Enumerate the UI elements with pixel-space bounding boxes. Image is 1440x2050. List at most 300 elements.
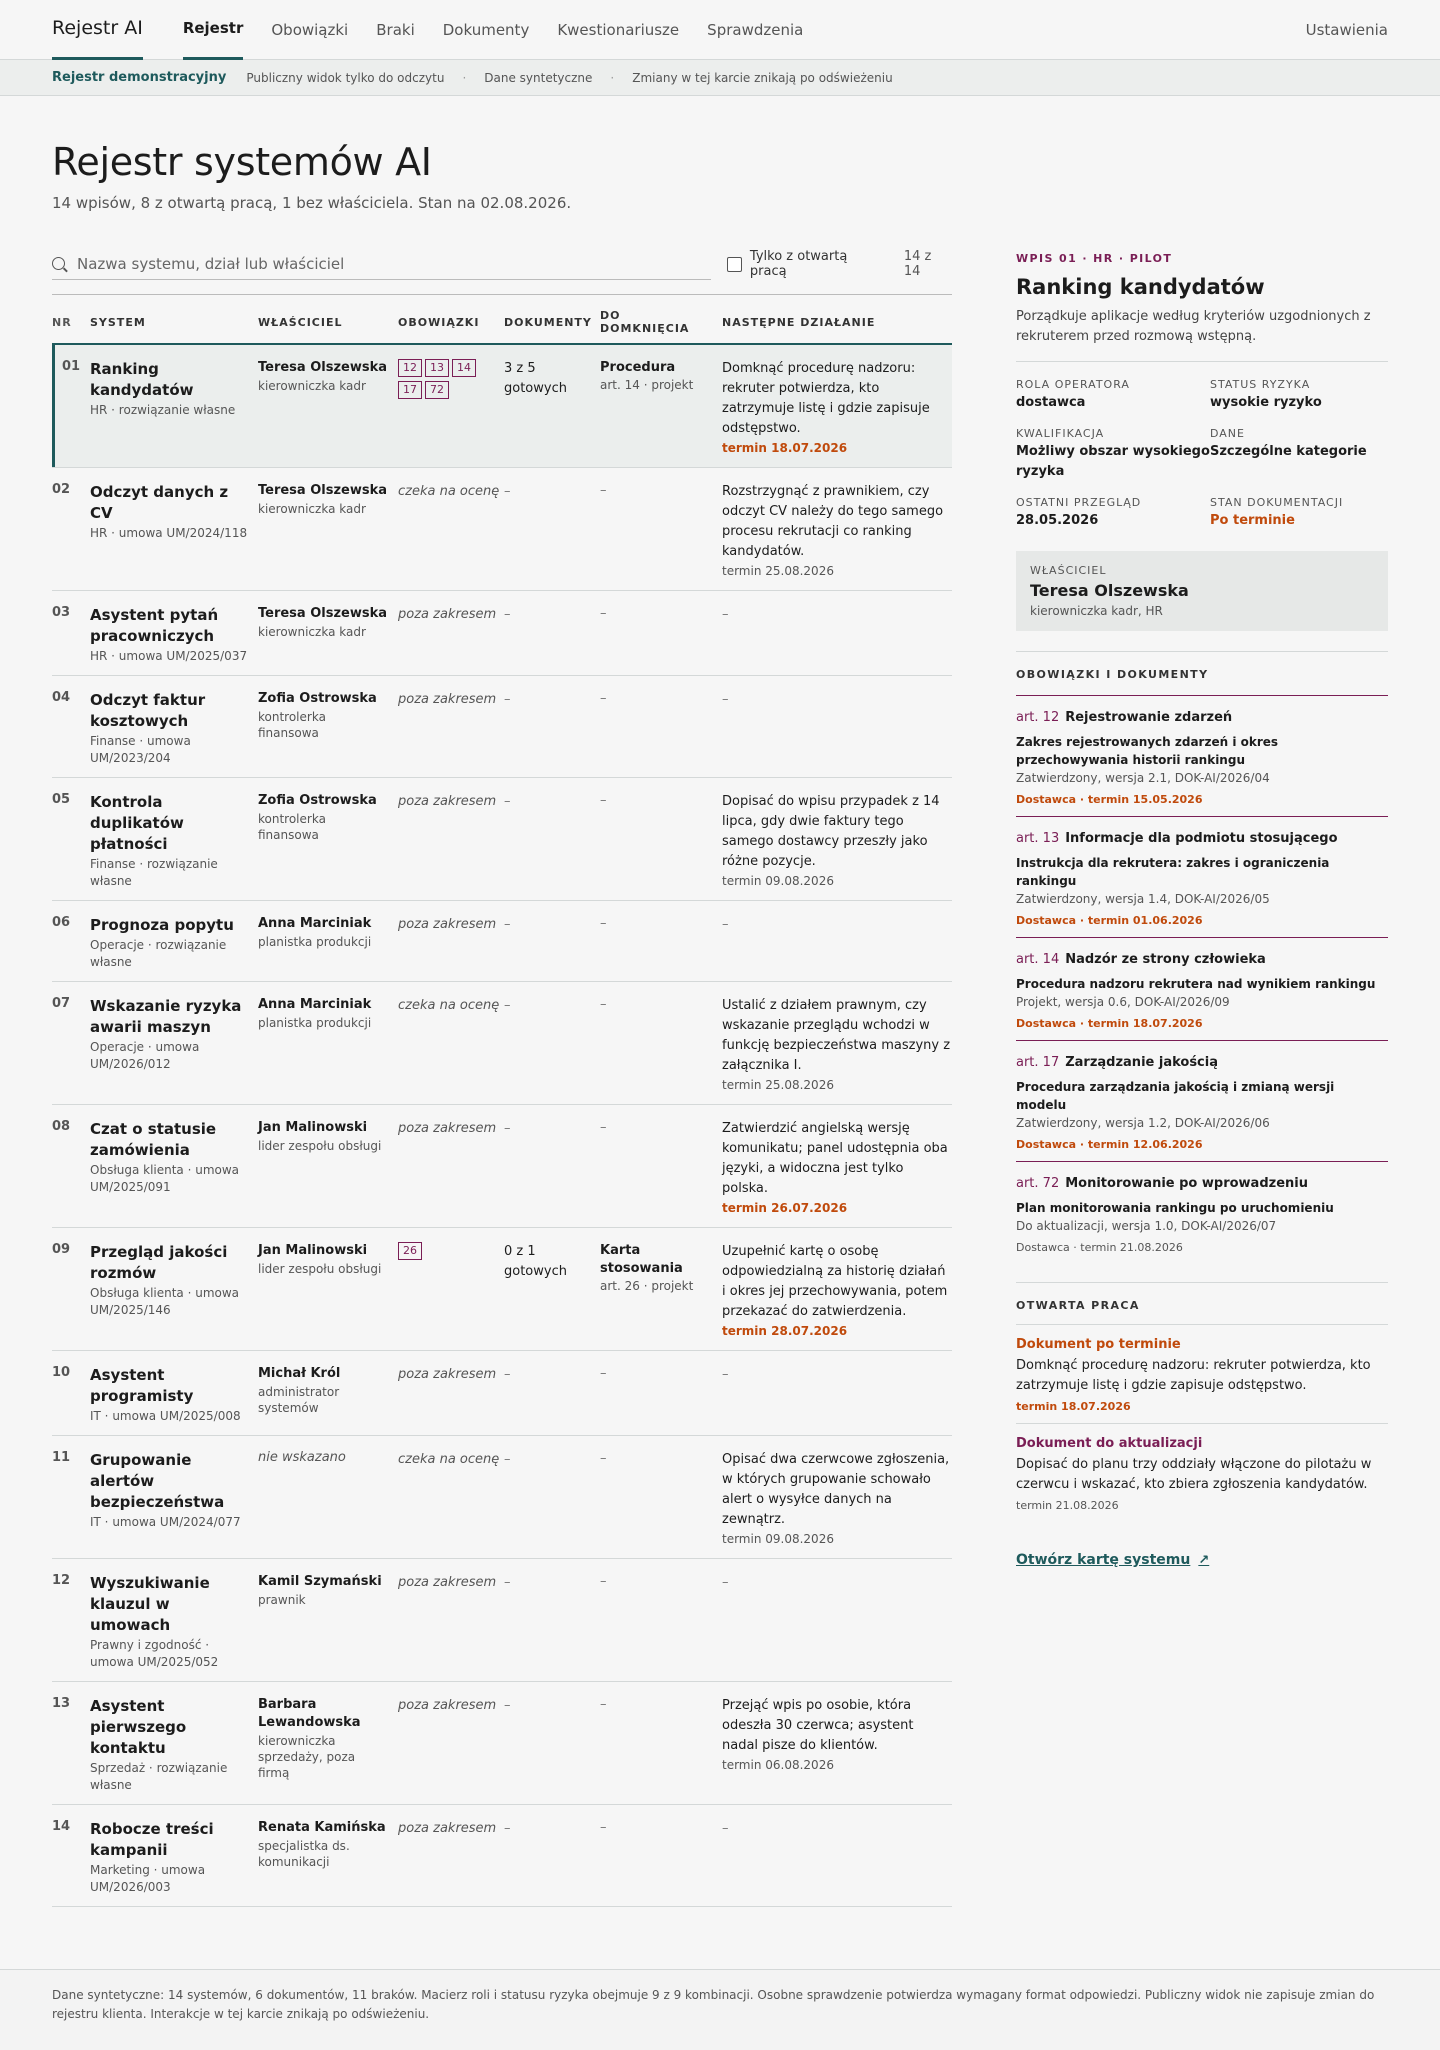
obligation-status: poza zakresem — [398, 1121, 497, 1136]
owner-cell — [258, 1559, 398, 1682]
obligations-cell — [398, 778, 504, 901]
systems-table — [52, 294, 952, 1907]
system-name[interactable]: Ranking kandydatów — [90, 360, 194, 399]
next-action: – — [722, 917, 729, 932]
document-title: Plan monitorowania rankingu po uruchomieniu — [1016, 1201, 1334, 1215]
action-deadline: termin 18.07.2026 — [722, 441, 848, 455]
documents-value: – — [504, 1698, 511, 1713]
attribute-label: STAN DOKUMENTACJI — [1210, 496, 1344, 509]
next-action-cell — [722, 344, 952, 468]
open-work-checkbox[interactable] — [727, 257, 742, 272]
open-work-item[interactable] — [1016, 1325, 1388, 1424]
action-deadline: termin 09.08.2026 — [722, 874, 834, 888]
row-number: 01 — [52, 344, 90, 468]
separator: · — [462, 70, 467, 85]
column-header: NASTĘPNE DZIAŁANIE — [722, 295, 952, 345]
system-name[interactable]: Przegląd jakości rozmów — [90, 1243, 228, 1282]
column-header: SYSTEM — [90, 295, 258, 345]
table-row[interactable] — [52, 1682, 952, 1805]
due-cell — [600, 591, 722, 676]
open-work-item[interactable] — [1016, 1424, 1388, 1522]
demo-note: Zmiany w tej karcie znikają po odświeżeniu — [632, 70, 893, 85]
article-tag[interactable]: 17 — [398, 381, 422, 399]
document-title: Zakres rejestrowanych zdarzeń i okres przechowywania historii rankingu — [1016, 735, 1279, 767]
next-action: Ustalić z działem prawnym, czy wskazanie przeglądu wchodzi w funkcję bezpieczeństwa maszyny z załącznika I. — [722, 998, 951, 1073]
table-row[interactable] — [52, 1436, 952, 1559]
attribute-label: KWALIFIKACJA — [1016, 427, 1105, 440]
nav-item-braki[interactable]: Braki — [376, 20, 415, 39]
nav-item-obowiazki[interactable]: Obowiązki — [271, 20, 349, 39]
article-tag[interactable]: 12 — [398, 359, 422, 377]
obligations-cell — [398, 1228, 504, 1351]
system-name[interactable]: Wyszukiwanie klauzul w umowach — [90, 1574, 210, 1634]
owner-name: Michał Król — [258, 1366, 341, 1381]
documents-cell — [504, 901, 600, 982]
owner-role: planistka produkcji — [258, 1016, 372, 1030]
document-version: Zatwierdzony, wersja 1.4, DOK-AI/2026/05 — [1016, 892, 1270, 906]
due-cell — [600, 468, 722, 591]
nav-item-sprawdzenia[interactable]: Sprawdzenia — [707, 20, 804, 39]
owner-name: Zofia Ostrowska — [258, 793, 377, 808]
column-header: OBOWIĄZKI — [398, 295, 504, 345]
documents-cell — [504, 1228, 600, 1351]
system-meta: Prawny i zgodność · umowa UM/2025/052 — [90, 1638, 219, 1669]
row-number: 09 — [52, 1228, 90, 1351]
next-action: Przejąć wpis po osobie, która odeszła 30 czerwca; asystent nadal pisze do klientów. — [722, 1698, 914, 1753]
row-number: 03 — [52, 591, 90, 676]
system-meta: Operacje · rozwiązanie własne — [90, 938, 227, 969]
open-system-card-label: Otwórz kartę systemu — [1016, 1552, 1191, 1568]
documents-cell — [504, 676, 600, 778]
documents-cell — [504, 778, 600, 901]
obligation-heading — [1016, 1055, 1388, 1070]
next-action-cell — [722, 1228, 952, 1351]
due-item: – — [600, 483, 607, 498]
row-number: 06 — [52, 901, 90, 982]
system-meta: HR · umowa UM/2025/037 — [90, 649, 248, 663]
obligation-heading — [1016, 1176, 1388, 1191]
article-tag[interactable]: 72 — [425, 381, 449, 399]
column-header: NR — [52, 295, 90, 345]
obligations-cell — [398, 1805, 504, 1907]
table-row[interactable] — [52, 1805, 952, 1907]
obligations-cell — [398, 1105, 504, 1228]
attribute — [1016, 496, 1210, 531]
owner-name: Teresa Olszewska — [258, 606, 388, 621]
documents-value: 0 z 1 gotowych — [504, 1244, 567, 1279]
owner-name: Zofia Ostrowska — [258, 691, 377, 706]
owner-cell — [258, 591, 398, 676]
owner-cell — [258, 1805, 398, 1907]
owner-role: kierowniczka kadr — [258, 502, 366, 516]
attribute-value: dostawca — [1016, 395, 1086, 410]
article-tag[interactable]: 14 — [452, 359, 476, 377]
obligation-status: poza zakresem — [398, 1367, 497, 1382]
due-item: – — [600, 793, 607, 808]
owner-cell — [258, 982, 398, 1105]
work-deadline: termin 18.07.2026 — [1016, 1400, 1131, 1413]
documents-cell — [504, 591, 600, 676]
attribute-grid — [1016, 378, 1388, 531]
system-name[interactable]: Odczyt faktur kosztowych — [90, 691, 206, 730]
owner-cell — [258, 1351, 398, 1436]
next-action: – — [722, 1367, 729, 1382]
demo-note: Publiczny widok tylko do odczytu — [246, 70, 445, 85]
next-action-cell — [722, 1682, 952, 1805]
next-action-cell — [722, 676, 952, 778]
system-cell — [90, 778, 258, 901]
attribute-label: DANE — [1210, 427, 1245, 440]
work-type: Dokument do aktualizacji — [1016, 1436, 1203, 1451]
obligations-heading: OBOWIĄZKI I DOKUMENTY — [1016, 651, 1388, 696]
owner-role: lider zespołu obsługi — [258, 1262, 382, 1276]
system-cell — [90, 1436, 258, 1559]
next-action: – — [722, 1575, 729, 1590]
owner-role: kontrolerka finansowa — [258, 710, 326, 740]
owner-role: specjalistka ds. komunikacji — [258, 1839, 350, 1869]
due-cell — [600, 344, 722, 468]
system-name[interactable]: Odczyt danych z CV — [90, 483, 229, 522]
nav-item-rejestr[interactable]: Rejestr — [183, 0, 244, 60]
documents-cell — [504, 1559, 600, 1682]
owner-name: Anna Marciniak — [258, 916, 372, 931]
action-deadline: termin 26.07.2026 — [722, 1201, 848, 1215]
obligation-status: poza zakresem — [398, 1821, 497, 1836]
system-meta: Sprzedaż · rozwiązanie własne — [90, 1761, 228, 1792]
work-deadline: termin 21.08.2026 — [1016, 1499, 1119, 1512]
work-description: Dopisać do planu trzy oddziały włączone do pilotażu w czerwcu i wskazać, kto zbiera zgłoszenia kandydatów. — [1016, 1457, 1372, 1492]
row-number: 08 — [52, 1105, 90, 1228]
owner-name: Teresa Olszewska — [258, 360, 388, 375]
system-name[interactable]: Asystent pytań pracowniczych — [90, 606, 219, 645]
obligation-title: Monitorowanie po wprowadzeniu — [1065, 1176, 1308, 1191]
obligation-status: poza zakresem — [398, 917, 497, 932]
obligation-heading — [1016, 710, 1388, 725]
system-meta: Obsługa klienta · umowa UM/2025/091 — [90, 1163, 240, 1194]
work-type: Dokument po terminie — [1016, 1337, 1181, 1352]
entry-kicker: WPIS 01 · HR · PILOT — [1016, 252, 1173, 265]
article-number: art. 72 — [1016, 1176, 1060, 1191]
due-meta: art. 14 · projekt — [600, 378, 694, 392]
owner-name: Kamil Szymański — [258, 1574, 382, 1589]
due-cell — [600, 982, 722, 1105]
obligation-heading — [1016, 952, 1388, 967]
nav-item-dokumenty[interactable]: Dokumenty — [442, 20, 530, 39]
obligation-item[interactable] — [1016, 1041, 1388, 1162]
next-action-cell — [722, 1805, 952, 1907]
page-title: Rejestr systemów AI — [52, 140, 432, 184]
obligations-cell — [398, 468, 504, 591]
attribute-label: STATUS RYZYKA — [1210, 378, 1311, 391]
due-item: – — [600, 1574, 607, 1589]
table-row[interactable] — [52, 1105, 952, 1228]
owner-cell — [258, 901, 398, 982]
next-action-cell — [722, 1436, 952, 1559]
obligations-cell — [398, 1559, 504, 1682]
article-tag[interactable]: 13 — [425, 359, 449, 377]
system-meta: IT · umowa UM/2024/077 — [90, 1515, 241, 1529]
row-number: 12 — [52, 1559, 90, 1682]
table-row[interactable] — [52, 344, 952, 468]
document-title: Procedura zarządzania jakością i zmianą wersji modelu — [1016, 1080, 1335, 1112]
due-item: – — [600, 916, 607, 931]
system-name[interactable]: Kontrola duplikatów płatności — [90, 793, 184, 853]
settings-link[interactable]: Ustawienia — [1305, 21, 1388, 39]
system-cell — [90, 901, 258, 982]
owner-role: kierowniczka kadr — [258, 379, 366, 393]
documents-value: – — [504, 1575, 511, 1590]
documents-value: – — [504, 1121, 511, 1136]
system-name[interactable]: Czat o statusie zamówienia — [90, 1120, 217, 1159]
due-item: – — [600, 997, 607, 1012]
open-system-card-link[interactable] — [1016, 1552, 1209, 1568]
obligation-title: Informacje dla podmiotu stosującego — [1065, 831, 1338, 846]
due-meta: art. 26 · projekt — [600, 1279, 694, 1293]
owner-card — [1016, 551, 1388, 631]
system-cell — [90, 982, 258, 1105]
system-cell — [90, 1805, 258, 1907]
documents-value: – — [504, 484, 511, 499]
table-row[interactable] — [52, 778, 952, 901]
system-name[interactable]: Wskazanie ryzyka awarii maszyn — [90, 997, 242, 1036]
demo-note: Dane syntetyczne — [484, 70, 593, 85]
obligation-item[interactable] — [1016, 1162, 1388, 1264]
owner-cell — [258, 468, 398, 591]
system-meta: Operacje · umowa UM/2026/012 — [90, 1040, 200, 1071]
due-item: – — [600, 1120, 607, 1135]
system-name[interactable]: Asystent programisty — [90, 1366, 194, 1405]
obligations-cell — [398, 591, 504, 676]
document-title: Procedura nadzoru rekrutera nad wynikiem rankingu — [1016, 977, 1376, 991]
obligation-status: poza zakresem — [398, 1575, 497, 1590]
owner-label: WŁAŚCICIEL — [1030, 564, 1107, 577]
table-row[interactable] — [52, 1351, 952, 1436]
search-input[interactable] — [77, 255, 677, 273]
obligation-deadline: Dostawca · termin 01.06.2026 — [1016, 914, 1203, 927]
obligation-item[interactable] — [1016, 938, 1388, 1041]
column-header: DOKUMENTY — [504, 295, 600, 345]
system-cell — [90, 591, 258, 676]
next-action: – — [722, 607, 729, 622]
obligation-title: Rejestrowanie zdarzeń — [1065, 710, 1233, 725]
due-item: – — [600, 1820, 607, 1835]
owner-role: kierowniczka kadr — [258, 625, 366, 639]
work-description: Domknąć procedurę nadzoru: rekruter potwierdza, kto zatrzymuje listę i gdzie zapisuje odstępstwo. — [1016, 1358, 1371, 1393]
system-name[interactable]: Robocze treści kampanii — [90, 1820, 214, 1859]
owner-name: Jan Malinowski — [258, 1243, 368, 1258]
row-number: 11 — [52, 1436, 90, 1559]
action-deadline: termin 28.07.2026 — [722, 1324, 848, 1338]
system-cell — [90, 1228, 258, 1351]
due-cell — [600, 1559, 722, 1682]
documents-cell — [504, 468, 600, 591]
owner-role: prawnik — [258, 1593, 306, 1607]
system-cell — [90, 1559, 258, 1682]
obligations-cell — [398, 344, 504, 468]
system-meta: IT · umowa UM/2025/008 — [90, 1409, 241, 1423]
next-action-cell — [722, 901, 952, 982]
article-number: art. 17 — [1016, 1055, 1060, 1070]
owner-missing: nie wskazano — [258, 1450, 346, 1465]
table-row[interactable] — [52, 982, 952, 1105]
system-name[interactable]: Asystent pierwszego kontaktu — [90, 1697, 187, 1757]
attribute-value: Szczególne kategorie — [1210, 444, 1367, 459]
owner-cell — [258, 676, 398, 778]
table-row[interactable] — [52, 1559, 952, 1682]
obligation-status: czeka na ocenę — [398, 1452, 500, 1467]
document-version: Zatwierdzony, wersja 2.1, DOK-AI/2026/04 — [1016, 771, 1270, 785]
next-action: Domknąć procedurę nadzoru: rekruter potwierdza, kto zatrzymuje listę i gdzie zapisuje odstępstwo. — [722, 361, 930, 436]
obligation-title: Zarządzanie jakością — [1065, 1055, 1218, 1070]
panel-title: Ranking kandydatów — [1016, 275, 1265, 299]
owner-name: Renata Kamińska — [258, 1820, 386, 1835]
obligations-cell — [398, 676, 504, 778]
attribute-label: OSTATNI PRZEGLĄD — [1016, 496, 1142, 509]
table-row[interactable] — [52, 1228, 952, 1351]
system-cell — [90, 676, 258, 778]
documents-value: – — [504, 1367, 511, 1382]
next-action-cell — [722, 1351, 952, 1436]
system-name[interactable]: Prognoza popytu — [90, 916, 234, 934]
documents-value: – — [504, 998, 511, 1013]
article-number: art. 13 — [1016, 831, 1060, 846]
result-count: 14 z 14 — [903, 249, 932, 279]
nav-item-kwestionariusze[interactable]: Kwestionariusze — [557, 20, 680, 39]
owner-cell — [258, 1105, 398, 1228]
due-cell — [600, 676, 722, 778]
obligation-item[interactable] — [1016, 696, 1388, 817]
due-cell — [600, 901, 722, 982]
page-subtitle: 14 wpisów, 8 z otwartą pracą, 1 bez właściciela. Stan na 02.08.2026. — [52, 194, 572, 212]
system-meta: Marketing · umowa UM/2026/003 — [90, 1863, 206, 1894]
system-meta: HR · rozwiązanie własne — [90, 403, 236, 417]
obligation-status: poza zakresem — [398, 1698, 497, 1713]
open-work-filter[interactable] — [727, 249, 888, 279]
system-cell — [90, 1105, 258, 1228]
column-header: WŁAŚCICIEL — [258, 295, 398, 345]
documents-value: – — [504, 607, 511, 622]
attribute-value: 28.05.2026 — [1016, 513, 1099, 528]
due-cell — [600, 1436, 722, 1559]
documents-value: – — [504, 794, 511, 809]
documents-value: – — [504, 692, 511, 707]
owner-name: Teresa Olszewska — [1030, 581, 1189, 600]
documents-cell — [504, 982, 600, 1105]
due-item: – — [600, 1451, 607, 1466]
next-action: – — [722, 1821, 729, 1836]
document-version: Do aktualizacji, wersja 1.0, DOK-AI/2026/07 — [1016, 1219, 1277, 1233]
top-navigation — [0, 0, 1440, 60]
row-number: 04 — [52, 676, 90, 778]
system-name[interactable]: Grupowanie alertów bezpieczeństwa — [90, 1451, 225, 1511]
next-action: Opisać dwa czerwcowe zgłoszenia, w których grupowanie schowało alert o wysyłce danych na zewnątrz. — [722, 1452, 950, 1527]
obligation-deadline: Dostawca · termin 15.05.2026 — [1016, 793, 1203, 806]
open-work-filter-label: Tylko z otwartą pracą — [749, 249, 848, 279]
documents-value: – — [504, 1452, 511, 1467]
owner-cell — [258, 344, 398, 468]
due-item: Karta stosowania — [600, 1243, 683, 1276]
system-meta: Finanse · umowa UM/2023/204 — [90, 734, 191, 765]
obligations-cell — [398, 1436, 504, 1559]
owner-cell — [258, 778, 398, 901]
documents-value: 3 z 5 gotowych — [504, 361, 567, 396]
action-deadline: termin 25.08.2026 — [722, 1078, 834, 1092]
obligation-deadline: Dostawca · termin 18.07.2026 — [1016, 1017, 1203, 1030]
owner-cell — [258, 1436, 398, 1559]
next-action: Rozstrzygnąć z prawnikiem, czy odczyt CV należy do tego samego procesu rekrutacji co ranking kandydatów. — [722, 484, 944, 559]
next-action: – — [722, 692, 729, 707]
article-number: art. 12 — [1016, 710, 1060, 725]
due-cell — [600, 1682, 722, 1805]
documents-cell — [504, 1805, 600, 1907]
obligation-status: czeka na ocenę — [398, 484, 500, 499]
action-deadline: termin 09.08.2026 — [722, 1532, 834, 1546]
owner-role: planistka produkcji — [258, 935, 372, 949]
system-cell — [90, 1351, 258, 1436]
obligation-item[interactable] — [1016, 817, 1388, 938]
system-meta: HR · umowa UM/2024/118 — [90, 526, 248, 540]
next-action-cell — [722, 982, 952, 1105]
table-row[interactable] — [52, 591, 952, 676]
next-action-cell — [722, 1559, 952, 1682]
obligation-deadline: Dostawca · termin 21.08.2026 — [1016, 1241, 1183, 1254]
row-number: 02 — [52, 468, 90, 591]
document-version: Projekt, wersja 0.6, DOK-AI/2026/09 — [1016, 995, 1230, 1009]
search-box[interactable] — [52, 248, 711, 280]
document-version: Zatwierdzony, wersja 1.2, DOK-AI/2026/06 — [1016, 1116, 1270, 1130]
obligations-list — [1016, 696, 1388, 1264]
obligation-status: poza zakresem — [398, 794, 497, 809]
table-row[interactable] — [52, 676, 952, 778]
attribute — [1210, 378, 1388, 413]
next-action: Zatwierdzić angielską wersję komunikatu; panel udostępnia oba języki, a widoczna jest tylko polska. — [722, 1121, 948, 1196]
obligation-deadline: Dostawca · termin 12.06.2026 — [1016, 1138, 1203, 1151]
demo-banner — [0, 60, 1440, 96]
table-row[interactable] — [52, 901, 952, 982]
attribute — [1016, 378, 1210, 413]
next-action: Uzupełnić kartę o osobę odpowiedzialną za historię działań i okres jej przechowywania, potem przekazać do zatwierdzenia. — [722, 1244, 948, 1319]
system-meta: Finanse · rozwiązanie własne — [90, 857, 218, 888]
row-number: 14 — [52, 1805, 90, 1907]
next-action-cell — [722, 591, 952, 676]
table-row[interactable] — [52, 468, 952, 591]
brand-logo[interactable]: Rejestr AI — [52, 0, 143, 60]
owner-name: Teresa Olszewska — [258, 483, 388, 498]
attribute — [1210, 496, 1388, 531]
documents-cell — [504, 1682, 600, 1805]
demo-label: Rejestr demonstracyjny — [52, 70, 227, 85]
system-meta: Obsługa klienta · umowa UM/2025/146 — [90, 1286, 240, 1317]
next-action-cell — [722, 778, 952, 901]
due-cell — [600, 1351, 722, 1436]
article-tag[interactable]: 26 — [398, 1242, 422, 1260]
attribute — [1210, 427, 1388, 482]
owner-name: Jan Malinowski — [258, 1120, 368, 1135]
due-item: Procedura — [600, 360, 676, 375]
separator: · — [610, 70, 615, 85]
attribute-value: wysokie ryzyko — [1210, 395, 1322, 410]
owner-name: Anna Marciniak — [258, 997, 372, 1012]
owner-cell — [258, 1228, 398, 1351]
owner-role: kontrolerka finansowa — [258, 812, 326, 842]
attribute-value: Po terminie — [1210, 513, 1295, 528]
attribute-value: Możliwy obszar wysokiego ryzyka — [1016, 444, 1210, 479]
next-action: Dopisać do wpisu przypadek z 14 lipca, gdy dwie faktury tego samego dostawcy przeszły jako różne pozycje. — [722, 794, 940, 869]
owner-role: lider zespołu obsługi — [258, 1139, 382, 1153]
action-deadline: termin 25.08.2026 — [722, 564, 834, 578]
documents-value: – — [504, 1821, 511, 1836]
documents-cell — [504, 1105, 600, 1228]
